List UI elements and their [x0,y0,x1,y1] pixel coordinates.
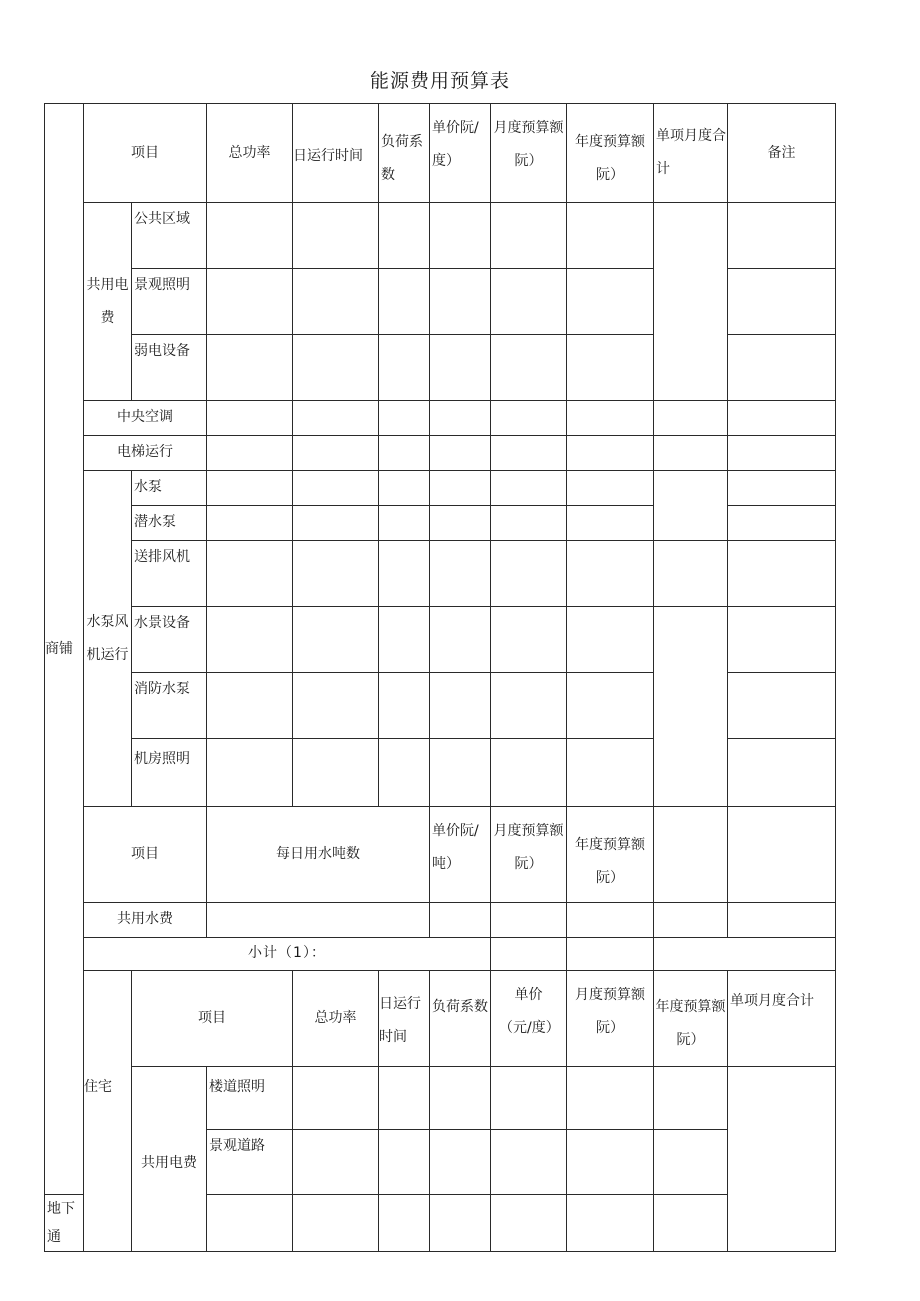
res-header-total-power: 总功率 [293,971,379,1067]
cell [728,436,836,471]
cell [293,471,379,506]
cell [430,607,491,673]
cell [293,335,379,401]
shop-pump-item-1: 潜水泵 [132,506,207,541]
cell [207,739,293,807]
cell [430,436,491,471]
cell [491,739,567,807]
res-header-item: 项目 [132,971,293,1067]
shop-pump-item-4: 消防水泵 [132,673,207,739]
cell [207,607,293,673]
cell [207,471,293,506]
cell [728,401,836,436]
cell [379,1195,430,1252]
cell [491,269,567,335]
cell [567,401,654,436]
shop-elec-item-0: 公共区域 [132,203,207,269]
shop-pump-fan-label: 水泵风机运行 [84,471,132,807]
cell [430,739,491,807]
cell [567,673,654,739]
cell [207,401,293,436]
cell [654,471,728,541]
cell [567,1130,654,1195]
cell [293,673,379,739]
cell [491,471,567,506]
water-header-daily-tons: 每日用水吨数 [207,807,430,903]
header-unit-price: 单价阮/度） [430,104,491,203]
shop-elec-monthly-total-cell [654,203,728,401]
cell [728,203,836,269]
cell [207,903,430,938]
cell [654,903,728,938]
cell [654,541,728,607]
cell [430,1195,491,1252]
cell [491,1130,567,1195]
cell [207,541,293,607]
cell [491,938,567,971]
shop-pump-item-3: 水景设备 [132,607,207,673]
cell [293,401,379,436]
energy-budget-table [44,103,836,1252]
shop-elevator: 电梯运行 [84,436,207,471]
cell [491,335,567,401]
cell [728,471,836,506]
cell [567,541,654,607]
cell [207,335,293,401]
header-remarks: 备注 [728,104,836,203]
cell [567,436,654,471]
cell [728,903,836,938]
cell [207,203,293,269]
cell [293,506,379,541]
cell [728,335,836,401]
cell [430,269,491,335]
header-total-power: 总功率 [207,104,293,203]
cell [379,506,430,541]
cell [567,938,654,971]
water-header-annual-budget: 年度预算额阮） [567,807,654,903]
cell [567,1195,654,1252]
cell [430,673,491,739]
cell [728,269,836,335]
water-header-monthly-budget: 月度预算额阮） [491,807,567,903]
cell [654,401,728,436]
cell [430,203,491,269]
cell [654,1195,728,1252]
cell [654,938,836,971]
cell [430,401,491,436]
res-header-daily-runtime: 日运行时间 [379,971,430,1067]
shop-pump-item-5: 机房照明 [132,739,207,807]
cell [379,739,430,807]
res-elec-monthly-total-cell [728,1067,836,1252]
cell [654,807,728,903]
cell [430,506,491,541]
res-header-monthly-budget: 月度预算额阮） [567,971,654,1067]
cell [293,1067,379,1130]
res-header-load-factor: 负荷系数 [430,971,491,1067]
res-shared-electricity-label: 共用电费 [132,1067,207,1252]
cell [379,1067,430,1130]
cell [293,1130,379,1195]
cell [430,1067,491,1130]
cell [207,1195,293,1252]
cell [567,269,654,335]
cell [491,203,567,269]
cell [654,607,728,807]
water-header-item: 项目 [84,807,207,903]
shop-pump-item-0: 水泵 [132,471,207,506]
cell [207,673,293,739]
cell [430,335,491,401]
cell [728,607,836,673]
cell [379,203,430,269]
cell [491,607,567,673]
cell [293,1195,379,1252]
cell [491,1195,567,1252]
cell [567,739,654,807]
cell [567,903,654,938]
cell [567,203,654,269]
cell [379,269,430,335]
cell [379,401,430,436]
shop-central-ac: 中央空调 [84,401,207,436]
header-daily-runtime: 日运行时间 [293,104,379,203]
header-item: 项目 [84,104,207,203]
cell [491,401,567,436]
shop-subtotal: 小计（1）： [84,938,491,971]
cell [728,506,836,541]
res-header-unit-price: 单价（元/度） [491,971,567,1067]
cell [567,607,654,673]
res-elec-item-0: 楼道照明 [207,1067,293,1130]
cell [379,673,430,739]
cell [379,1130,430,1195]
cell [293,739,379,807]
cell [728,673,836,739]
cell [491,506,567,541]
cell [654,1130,728,1195]
cell [293,203,379,269]
header-annual-budget: 年度预算额阮） [567,104,654,203]
cell [654,1067,728,1130]
cell [293,541,379,607]
cell [379,471,430,506]
cell [728,541,836,607]
category-residence: 住宅 [84,971,132,1252]
cell [654,436,728,471]
header-monthly-budget: 月度预算额阮） [491,104,567,203]
shop-shared-water: 共用水费 [84,903,207,938]
cell [379,541,430,607]
cell [430,541,491,607]
header-item-monthly-total: 单项月度合计 [654,104,728,203]
shop-elec-item-2: 弱电设备 [132,335,207,401]
res-elec-item-1: 景观道路 [207,1130,293,1195]
cell [728,739,836,807]
shop-elec-item-1: 景观照明 [132,269,207,335]
res-header-item-monthly-total: 单项月度合计 [728,971,836,1067]
page-title: 能源费用预算表 [369,70,510,92]
cell [491,436,567,471]
shop-shared-electricity-label: 共用电费 [84,203,132,401]
cell [207,436,293,471]
cell [491,903,567,938]
cell [379,335,430,401]
cell [430,903,491,938]
cell [207,506,293,541]
cell [379,607,430,673]
cell [491,541,567,607]
cell [567,471,654,506]
cell [207,269,293,335]
category-shop: 商铺 [45,104,84,1195]
res-header-annual-budget: 年度预算额阮） [654,971,728,1067]
cell [379,436,430,471]
cell [491,1067,567,1130]
header-load-factor: 负荷系数 [379,104,430,203]
cell [567,1067,654,1130]
cell [293,269,379,335]
cell [293,436,379,471]
cell [728,807,836,903]
shop-pump-item-2: 送排风机 [132,541,207,607]
cell [491,673,567,739]
res-elec-item-2: 地下通 [45,1195,84,1252]
cell [430,1130,491,1195]
water-header-unit-price: 单价阮/吨） [430,807,491,903]
cell [567,506,654,541]
cell [567,335,654,401]
cell [293,607,379,673]
cell [430,471,491,506]
